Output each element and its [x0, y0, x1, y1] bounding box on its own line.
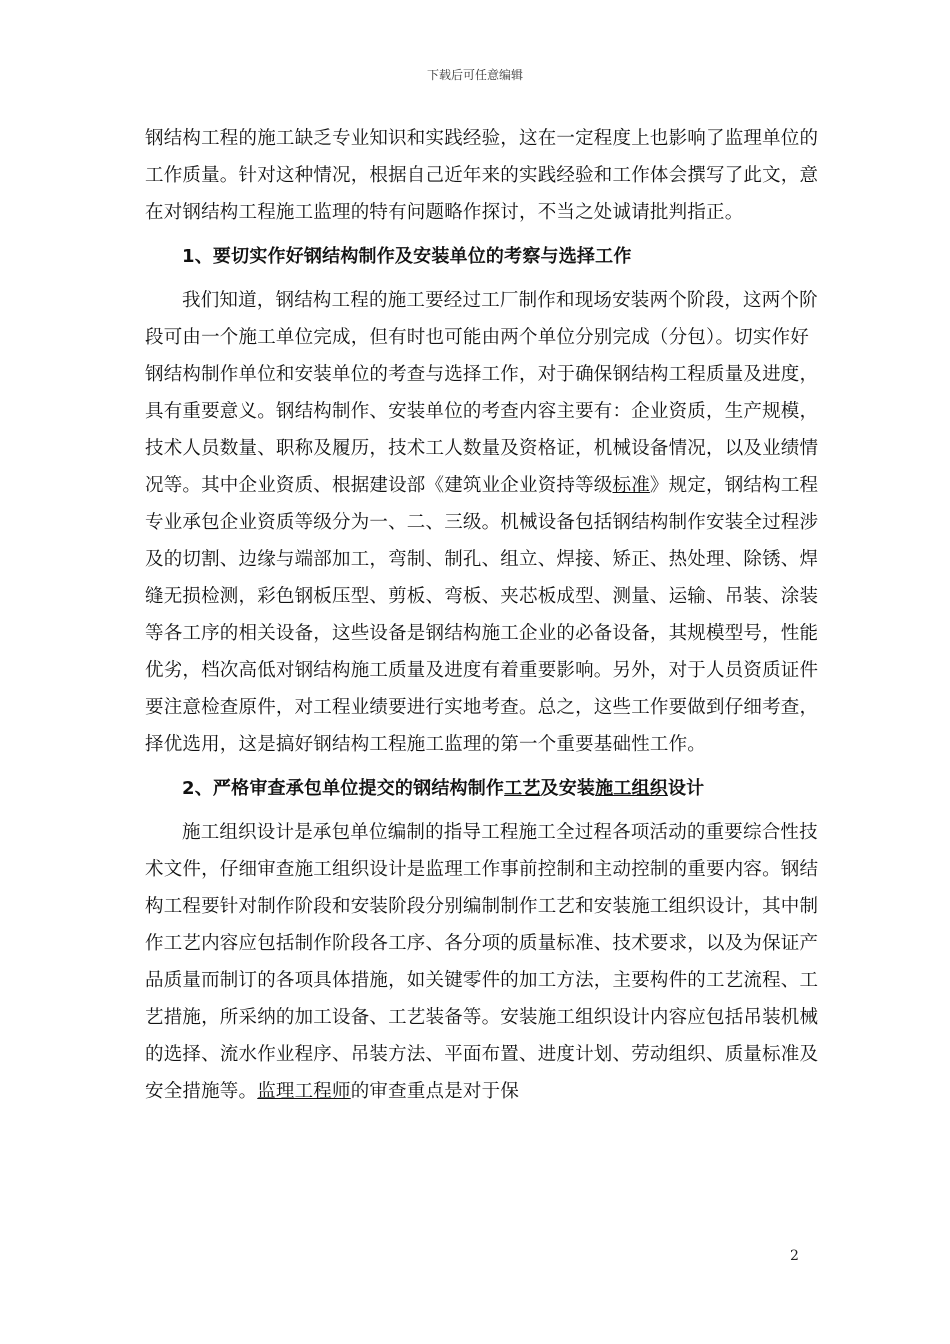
paragraph-text: 》规定，钢结构工程专业承包企业资质等级分为一、二、三级。机械设备包括钢结构制作安装全过程涉及的切割、边缘与端部加工，弯制、制孔、组立、焊接、矫正、热处理、除锈、焊缝无损检测，彩色钢板压型、剪板、弯板、夹芯板成型、测量、运输、吊装、涂装等各工序的相关设备，这些设备是钢结构施工企业的必备设备，其规模型号，性能优劣，档次高低对钢结构施工质量及进度有着重要影响。另外，对于人员资质证件要注意检查原件，对工程业绩要进行实地考查。总之，这些工作要做到仔细考查，择优选用，这是搞好钢结构工程施工监理的第一个重要基础性工作。	[145, 475, 819, 755]
document-body	[145, 120, 825, 1110]
link-standard[interactable]: 标准	[612, 475, 650, 496]
link-construction-organization[interactable]: 施工组织	[595, 778, 668, 799]
paragraph-text: 的审查重点是对于保	[350, 1081, 520, 1102]
page-header: 下载后可任意编辑	[426, 68, 523, 82]
section-heading-1: 1、要切实作好钢结构制作及安装单位的考察与选择工作	[182, 246, 632, 267]
paragraph-text: 施工组织设计是承包单位编制的指导工程施工全过程各项活动的重要综合性技术文件，仔细审查施工组织设计是监理工作事前控制和主动控制的重要内容。钢结构工程要针对制作阶段和安装阶段分别编制制作工艺和安装施工组织设计，其中制作工艺内容应包括制作阶段各工序、各分项的质量标准、技术要求，以及为保证产品质量而制订的各项具体措施，如关键零件的加工方法，主要构件的工艺流程、工艺措施，所采纳的加工设备、工艺装备等。安装施工组织设计内容应包括吊装机械的选择、流水作业程序、吊装方法、平面布置、进度计划、劳动组织、质量标准及安全措施等。	[145, 822, 819, 1102]
paragraph-section-1	[145, 282, 825, 763]
page-number: 2	[790, 1248, 799, 1264]
heading-text: 及安装	[540, 778, 596, 799]
link-supervision-engineer[interactable]: 监理工程师	[257, 1081, 351, 1102]
section-heading-2	[145, 770, 825, 807]
heading-text: 设计	[667, 778, 705, 799]
paragraph-text: 我们知道，钢结构工程的施工要经过工厂制作和现场安装两个阶段，这两个阶段可由一个施工单位完成，但有时也可能由两个单位分别完成（分包）。切实作好钢结构制作单位和安装单位的考查与选择工作，对于确保钢结构工程质量及进度，具有重要意义。钢结构制作、安装单位的考查内容主要有：企业资质，生产规模，技术人员数量、职称及履历，技术工人数量及资格证，机械设备情况，以及业绩情况等。其中企业资质、根据建设部《建筑业企业资持等级	[145, 290, 819, 496]
paragraph-intro: 钢结构工程的施工缺乏专业知识和实践经验，这在一定程度上也影响了监理单位的工作质量。针对这种情况，根据自己近年来的实践经验和工作体会撰写了此文，意在对钢结构工程施工监理的特有问题略作探讨，不当之处诚请批判指正。	[145, 128, 819, 223]
paragraph-section-2	[145, 814, 825, 1110]
heading-text: 2、严格审查承包单位提交的钢结构制作	[182, 778, 505, 799]
link-process[interactable]: 工艺	[504, 778, 541, 799]
